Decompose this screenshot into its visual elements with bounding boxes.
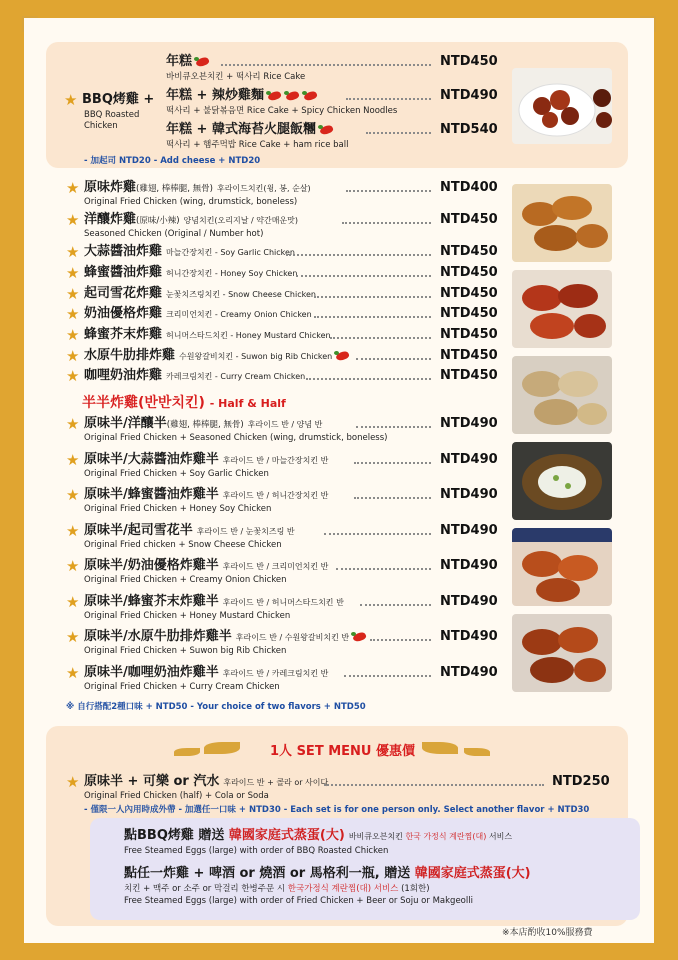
bbq-item-desc: 바비큐오븐치킨 + 떡사리 Rice Cake — [166, 72, 306, 82]
menu-item-name: 原味炸雞(雞翅, 棒棒腿, 無骨) 후라이드치킨(윙, 봉, 순살) — [84, 180, 311, 195]
menu-item-name: 蜂蜜醬油炸雞 허니간장치킨 - Honey Soy Chicken — [84, 265, 298, 280]
menu-item-price: NTD400 — [440, 180, 498, 195]
menu-item-desc: Original Fried Chicken + Seasoned Chicken (wing, drumstick, boneless) — [84, 433, 388, 443]
promo-line2-ko: 치킨 + 맥주 or 소주 or 막걸리 한병주문 시 한국가정식 계란찜(대) 서비스 (1회한) — [124, 884, 430, 894]
star-icon: ★ — [66, 415, 80, 433]
menu-item-desc: Original Fried Chicken + Creamy Onion Chicken — [84, 575, 287, 585]
menu-item-desc: Original Fried Chicken + Soy Garlic Chicken — [84, 469, 269, 479]
menu-item-price: NTD490 — [440, 523, 498, 538]
corner-ornament — [22, 16, 38, 32]
menu-item-price: NTD450 — [440, 286, 498, 301]
bbq-panel — [46, 42, 628, 168]
leaf-ornament-right — [422, 742, 458, 754]
set-note: - 僅限一人內用時成外帶 - 加選任一口味 + NTD30 - Each set is for one person only. Select another flavor + NTD30 — [84, 805, 590, 815]
set-item-name: 原味半 + 可樂 or 汽水 후라이드 반 + 콜라 or 사이다 — [84, 774, 329, 789]
star-icon: ★ — [66, 522, 80, 540]
menu-item-name: 大蒜醬油炸雞 마늘간장치킨 - Soy Garlic Chicken — [84, 244, 296, 259]
honey-mustard-chicken-photo — [512, 528, 612, 606]
star-icon: ★ — [66, 773, 80, 791]
star-icon: ★ — [66, 451, 80, 469]
star-icon: ★ — [66, 211, 80, 229]
promo-box — [90, 818, 640, 920]
star-icon: ★ — [66, 486, 80, 504]
bbq-item-price: NTD540 — [440, 122, 498, 137]
menu-item-price: NTD450 — [440, 368, 498, 383]
dot-leader — [346, 190, 431, 192]
menu-item-price: NTD450 — [440, 244, 498, 259]
star-icon: ★ — [66, 264, 80, 282]
menu-item-desc: Original Fried Chicken (wing, drumstick, boneless) — [84, 197, 298, 207]
menu-item-desc: Seasoned Chicken (Original / Number hot) — [84, 229, 264, 239]
service-charge-note: ※本店酌收10%服務費 — [502, 928, 593, 938]
dot-leader — [324, 533, 431, 535]
menu-item-price: NTD490 — [440, 558, 498, 573]
dot-leader — [346, 98, 431, 100]
dot-leader — [356, 426, 431, 428]
menu-item-desc: Original Fried Chicken + Honey Soy Chicken — [84, 504, 272, 514]
star-icon: ★ — [64, 91, 78, 109]
star-icon: ★ — [66, 557, 80, 575]
bbq-item-name: 年糕 — [166, 54, 210, 70]
menu-item-name: 洋釀炸雞(原味/小辣) 양념치킨(오리지날 / 약간매운맛) — [84, 212, 299, 227]
menu-item-price: NTD450 — [440, 306, 498, 321]
star-icon: ★ — [66, 285, 80, 303]
menu-item-desc: Original Fried Chicken + Honey Mustard Chicken — [84, 611, 291, 621]
menu-item-price: NTD450 — [440, 212, 498, 227]
chili-icon — [284, 91, 300, 101]
menu-item-price: NTD450 — [440, 265, 498, 280]
dot-leader — [296, 275, 431, 277]
promo-line1-en: Free Steamed Eggs (large) with order of BBQ Roasted Chicken — [124, 846, 389, 856]
promo-line2-en: Free Steamed Eggs (large) with order of Fried Chicken + Beer or Soju or Makgeolli — [124, 896, 473, 906]
menu-item-name: 咖哩奶油炸雞 카레크림치킨 - Curry Cream Chicken — [84, 368, 306, 383]
leaf-ornament-right — [464, 748, 490, 756]
chili-icon — [194, 57, 210, 67]
menu-item-price: NTD490 — [440, 487, 498, 502]
dot-leader — [342, 222, 431, 224]
star-icon: ★ — [66, 305, 80, 323]
star-icon: ★ — [66, 179, 80, 197]
menu-item-name: 原味半/大蒜醬油炸雞半 후라이드 반 / 마늘간장치킨 반 — [84, 452, 329, 467]
set-menu-title: 1人 SET MENU 優惠價 — [270, 744, 415, 759]
bbq-item-name: 年糕 + 辣炒雞麵 — [166, 88, 318, 104]
menu-item-price: NTD490 — [440, 452, 498, 467]
seasoned-chicken-photo — [512, 270, 612, 348]
menu-item-name: 原味半/奶油優格炸雞半 후라이드 반 / 크리미언치킨 반 — [84, 558, 329, 573]
dot-leader — [360, 604, 431, 606]
bbq-item-name: 年糕 + 韓式海苔火腿飯糰 — [166, 122, 334, 138]
menu-item-price: NTD490 — [440, 665, 498, 680]
leaf-ornament-left — [204, 742, 240, 754]
chili-icon — [302, 91, 318, 101]
chili-icon — [318, 125, 334, 135]
cheese-note: - 加起司 NTD20 - Add cheese + NTD20 — [84, 156, 261, 166]
dot-leader — [314, 316, 431, 318]
star-icon: ★ — [66, 628, 80, 646]
menu-item-name: 水原牛肋排炸雞 수원왕갈비치킨 - Suwon big Rib Chicken — [84, 348, 350, 365]
menu-item-desc: Original Fried chicken + Snow Cheese Chicken — [84, 540, 282, 550]
menu-item-price: NTD490 — [440, 629, 498, 644]
dot-leader — [336, 568, 431, 570]
star-icon: ★ — [66, 367, 80, 385]
set-item-price: NTD250 — [552, 774, 610, 789]
dot-leader — [330, 337, 431, 339]
set-item-desc: Original Fried Chicken (half) + Cola or Soda — [84, 791, 269, 801]
snow-cheese-chicken-photo — [512, 356, 612, 434]
star-icon: ★ — [66, 243, 80, 261]
bbq-name: BBQ烤雞 + — [82, 92, 155, 107]
menu-item-desc: Original Fried Chicken + Curry Cream Chicken — [84, 682, 280, 692]
star-icon: ★ — [66, 593, 80, 611]
creamy-onion-chicken-photo — [512, 442, 612, 520]
star-icon: ★ — [66, 664, 80, 682]
dot-leader — [356, 358, 431, 360]
dot-leader — [354, 497, 431, 499]
dot-leader — [306, 378, 431, 380]
promo-line2: 點任一炸雞 + 啤酒 or 燒酒 or 馬格利一瓶, 贈送 韓國家庭式蒸蛋(大) — [124, 866, 531, 881]
bbq-item-desc: 떡사리 + 불닭볶음면 Rice Cake + Spicy Chicken Noodles — [166, 106, 398, 116]
menu-page — [24, 18, 654, 943]
menu-item-name: 原味半/蜂蜜芥末炸雞半 후라이드 반 / 허니머스타드치킨 반 — [84, 594, 344, 609]
dot-leader — [366, 132, 431, 134]
dot-leader — [354, 462, 431, 464]
menu-item-price: NTD490 — [440, 416, 498, 431]
menu-item-name: 原味半/咖哩奶油炸雞半 후라이드 반 / 카레크림치킨 반 — [84, 665, 329, 680]
bbq-name-en: BBQ Roasted Chicken — [84, 110, 140, 131]
promo-line1: 點BBQ烤雞 贈送 韓國家庭式蒸蛋(大) 바비큐오븐치킨 한국 가정식 계란찜(대) 서비스 — [124, 828, 513, 843]
dot-leader — [344, 675, 431, 677]
menu-item-name: 原味半/水原牛肋排炸雞半 후라이드 반 / 수원왕갈비치킨 반 — [84, 629, 367, 646]
star-icon: ★ — [66, 326, 80, 344]
menu-item-desc: Original Fried Chicken + Suwon big Rib Chicken — [84, 646, 287, 656]
flavor-note: ※ 自行搭配2種口味 + NTD50 - Your choice of two flavors + NTD50 — [66, 702, 366, 712]
fried-chicken-photo — [512, 184, 612, 262]
menu-item-name: 蜂蜜芥末炸雞 허니머스타드치킨 - Honey Mustard Chicken — [84, 327, 331, 342]
dot-leader — [314, 296, 431, 298]
half-half-title: 半半炸雞(반반치킨) - Half & Half — [82, 395, 286, 411]
star-icon: ★ — [66, 347, 80, 365]
bbq-chicken-photo — [512, 68, 612, 144]
bbq-item-desc: 떡사리 + 햄주먹밥 Rice Cake + ham rice ball — [166, 140, 349, 150]
chili-icon — [351, 632, 367, 642]
menu-item-name: 奶油優格炸雞 크리미언치킨 - Creamy Onion Chicken — [84, 306, 312, 321]
dot-leader — [324, 784, 544, 786]
menu-item-price: NTD450 — [440, 327, 498, 342]
corner-ornament — [640, 16, 656, 32]
menu-item-name: 原味半/洋釀半(雞翅, 棒棒腿, 無骨) 후라이드 반 / 양념 반 — [84, 416, 323, 431]
chili-icon — [266, 91, 282, 101]
menu-item-name: 原味半/起司雪花半 후라이드 반 / 눈꽃치즈링 반 — [84, 523, 295, 538]
leaf-ornament-left — [174, 748, 200, 756]
chili-icon — [334, 351, 350, 361]
dot-leader — [221, 64, 431, 66]
menu-item-name: 原味半/蜂蜜醬油炸雞半 후라이드 반 / 허니간장치킨 반 — [84, 487, 329, 502]
menu-item-price: NTD450 — [440, 348, 498, 363]
dot-leader — [370, 639, 431, 641]
menu-item-name: 起司雪花炸雞 눈꽃치즈링치킨 - Snow Cheese Chicken — [84, 286, 316, 301]
rib-chicken-photo — [512, 614, 612, 692]
dot-leader — [286, 254, 431, 256]
bbq-item-price: NTD490 — [440, 88, 498, 103]
bbq-item-price: NTD450 — [440, 54, 498, 69]
menu-item-price: NTD490 — [440, 594, 498, 609]
